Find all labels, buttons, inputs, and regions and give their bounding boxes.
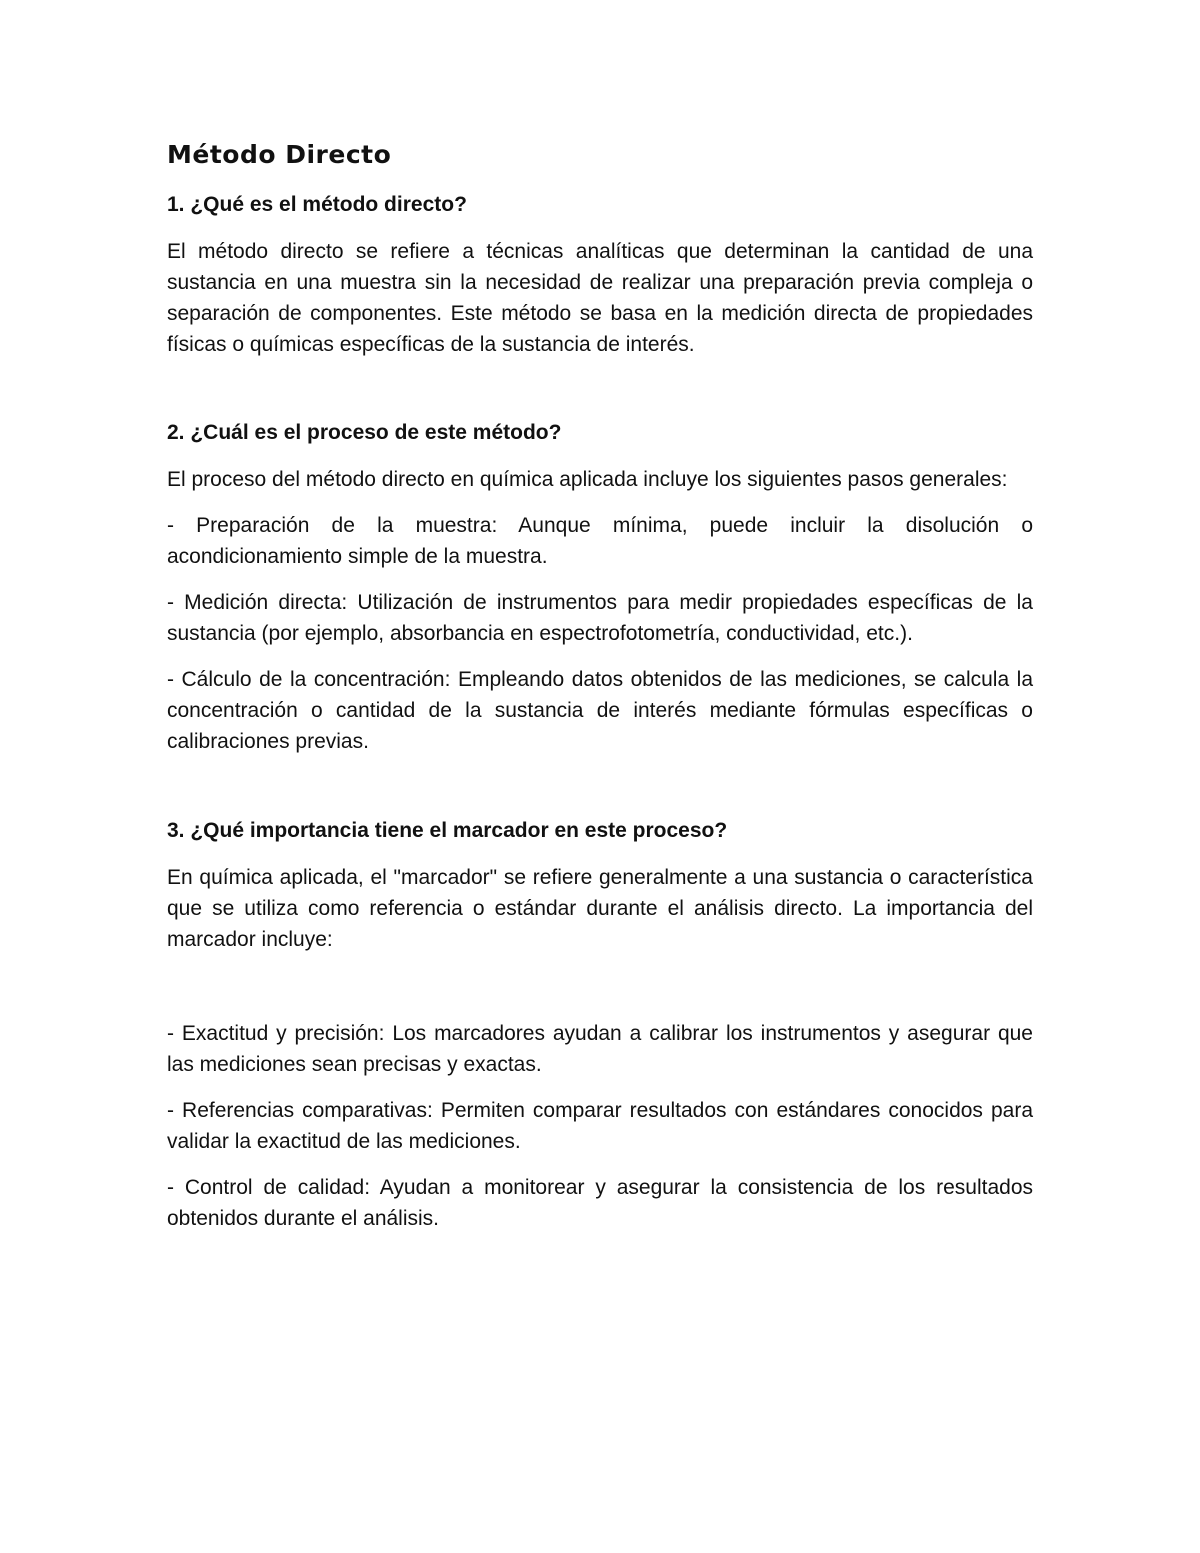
section-1 xyxy=(167,190,1033,360)
spacer xyxy=(167,375,1033,418)
section-heading: 2. ¿Cuál es el proceso de este método? xyxy=(167,421,562,444)
spacer xyxy=(167,970,1033,1018)
list-item: - Medición directa: Utilización de instrumentos para medir propiedades específicas de la sustancia (por ejemplo, absorbancia en espectrofotometría, conductividad, etc.). xyxy=(167,591,1033,645)
document-page xyxy=(167,138,1033,1249)
section-heading: 3. ¿Qué importancia tiene el marcador en este proceso? xyxy=(167,819,728,842)
list-item: - Exactitud y precisión: Los marcadores ayudan a calibrar los instrumentos y asegurar que las mediciones sean precisas y exactas. xyxy=(167,1022,1033,1076)
paragraph: En química aplicada, el "marcador" se refiere generalmente a una sustancia o característica que se utiliza como referencia o estándar durante el análisis directo. La importancia del marcador incluye: xyxy=(167,866,1033,951)
list-item: - Control de calidad: Ayudan a monitorear y asegurar la consistencia de los resultados obtenidos durante el análisis. xyxy=(167,1176,1033,1230)
section-heading: 1. ¿Qué es el método directo? xyxy=(167,193,467,216)
spacer xyxy=(167,772,1033,816)
paragraph: El método directo se refiere a técnicas analíticas que determinan la cantidad de una sustancia en una muestra sin la necesidad de realizar una preparación previa compleja o separación de componentes. Este método se basa en la medición directa de propiedades físicas o químicas específicas de la sustancia de interés. xyxy=(167,240,1033,356)
paragraph: El proceso del método directo en química aplicada incluye los siguientes pasos generales: xyxy=(167,468,1008,491)
section-2 xyxy=(167,418,1033,757)
document-title: Método Directo xyxy=(167,140,392,169)
list-item: - Cálculo de la concentración: Empleando datos obtenidos de las mediciones, se calcula la concentración o cantidad de la sustancia de interés mediante fórmulas específicas o calibraciones previas. xyxy=(167,668,1033,753)
list-item: - Preparación de la muestra: Aunque mínima, puede incluir la disolución o acondicionamiento simple de la muestra. xyxy=(167,514,1033,568)
section-3 xyxy=(167,816,1033,1234)
list-item: - Referencias comparativas: Permiten comparar resultados con estándares conocidos para validar la exactitud de las mediciones. xyxy=(167,1099,1033,1153)
